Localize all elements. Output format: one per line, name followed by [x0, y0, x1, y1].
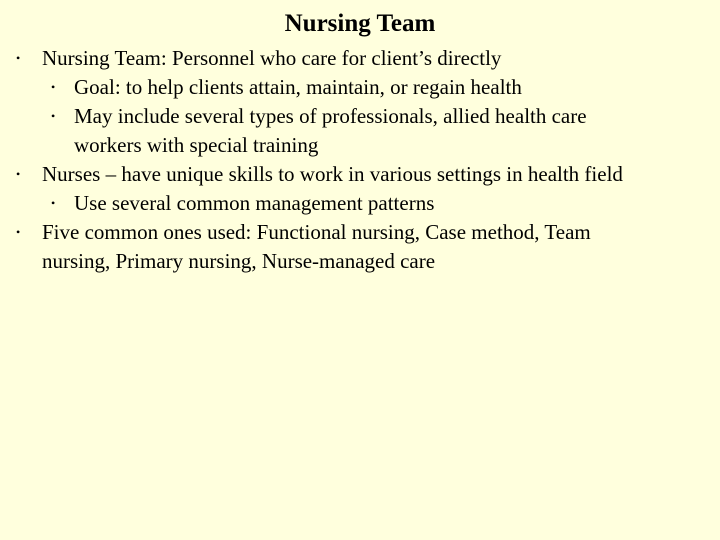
bullet-marker: •	[16, 225, 21, 239]
bullet-text: nursing, Primary nursing, Nurse-managed care	[42, 249, 436, 273]
sub-bullet-marker: •	[51, 109, 56, 123]
sub-bullet-marker: •	[51, 80, 56, 94]
sub-bullet-marker: •	[51, 196, 56, 210]
bullet-text: Goal: to help clients attain, maintain, or regain health	[74, 75, 522, 99]
sub-bullet-item-management-patterns	[0, 189, 720, 218]
bullet-text: May include several types of professionals, allied health care	[74, 104, 587, 128]
bullet-text: Use several common management patterns	[74, 191, 435, 215]
bullet-marker: •	[16, 167, 21, 181]
bullet-text: Nurses – have unique skills to work in various settings in health field	[42, 162, 623, 186]
bullet-text: Five common ones used: Functional nursing, Case method, Team	[42, 220, 591, 244]
sub-bullet-continuation	[0, 131, 720, 160]
bullet-text: workers with special training	[74, 133, 319, 157]
bullet-item-nurses	[0, 160, 720, 189]
bullet-text: Nursing Team: Personnel who care for client’s directly	[42, 46, 502, 70]
bullet-continuation	[0, 247, 720, 276]
sub-bullet-item-professionals	[0, 102, 720, 131]
bullet-list	[0, 44, 720, 276]
bullet-marker: •	[16, 51, 21, 65]
bullet-item-nursing-team	[0, 44, 720, 73]
slide-title: Nursing Team	[284, 10, 436, 37]
bullet-item-five-common	[0, 218, 720, 247]
sub-bullet-item-goal	[0, 73, 720, 102]
